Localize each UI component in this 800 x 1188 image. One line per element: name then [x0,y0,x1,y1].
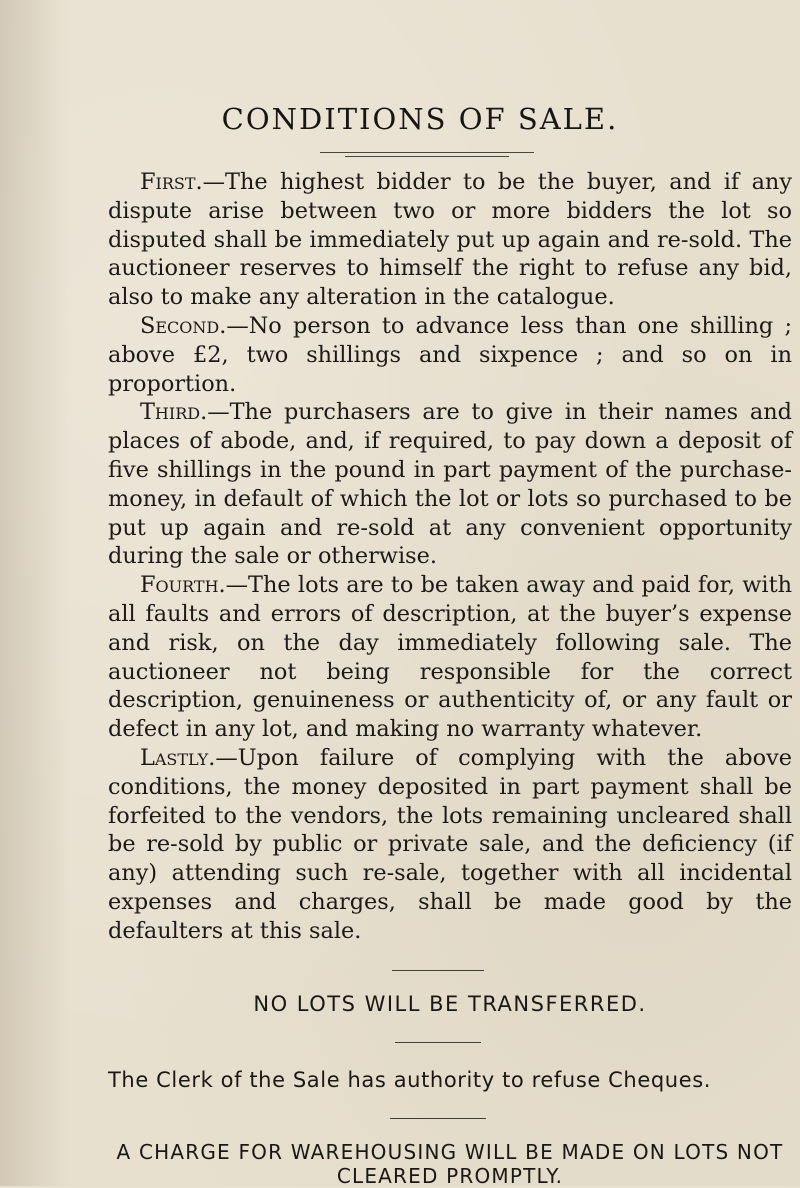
condition-text: —The purchasers are to give in their names and places of abode, and, if required, to pay down a deposit of five shillings in the pound in part payment of the purchase-money, in default of which the lot or lots so purchased to be put up again and re-sold at any convenient opportunity during the sale or otherwise. [108,399,792,570]
no-transfer-notice: NO LOTS WILL BE TRANSFERRED. [253,992,647,1016]
page-edge-shadow [0,0,70,1186]
condition-text: —Upon failure of complying with the above conditions, the money deposited in part payment shall be forfeited to the vendors, the lots remaining uncleared shall be re-sold by public or private sale, and the deficiency (if any) attending such re-sale, together with all incidental expenses and charges, shall be made good by the defaulters at this sale. [108,744,792,944]
condition-text: —The lots are to be taken away and paid for, with all faults and errors of description, at the buyer’s expense and risk, on the day immediately following sale. The auctioneer not being responsible for the correct description, genuineness or authenticity of, or any fault or defect in any lot, and making no warranty whatever. [108,572,792,743]
cheques-notice: The Clerk of the Sale has authority to refuse Cheques. [108,1068,712,1092]
condition-lead: Fourth. [140,572,226,599]
divider-rule [390,1118,486,1119]
warehousing-notice: A CHARGE FOR WAREHOUSING WILL BE MADE ON LOTS NOT CLEARED PROMPTLY. [116,1140,784,1188]
divider-rule [395,1042,481,1043]
condition-first [108,168,792,312]
condition-third [108,398,792,571]
condition-lead: First. [140,169,203,195]
condition-text: —The highest bidder to be the buyer, and if any dispute arise between two or more bidders the lot so disputed shall be immediately put up again and re-sold. The auctioneer reserves to himself the right to refuse any bid, also to make any alteration in the catalogue. [108,169,792,311]
conditions-body [108,168,792,946]
condition-second [108,312,792,398]
condition-lead: Second. [140,312,227,339]
condition-lastly [108,744,792,946]
condition-fourth [108,571,792,744]
divider-rule [392,970,484,971]
heading-underline-short [345,156,509,157]
condition-lead: Lastly. [140,744,216,771]
page-heading: CONDITIONS OF SALE. [221,102,619,136]
condition-text: —No person to advance less than one shilling ; above £2, two shillings and sixpence ; and so on in proportion. [108,312,792,397]
heading-underline [320,152,534,153]
condition-lead: Third. [140,399,208,426]
